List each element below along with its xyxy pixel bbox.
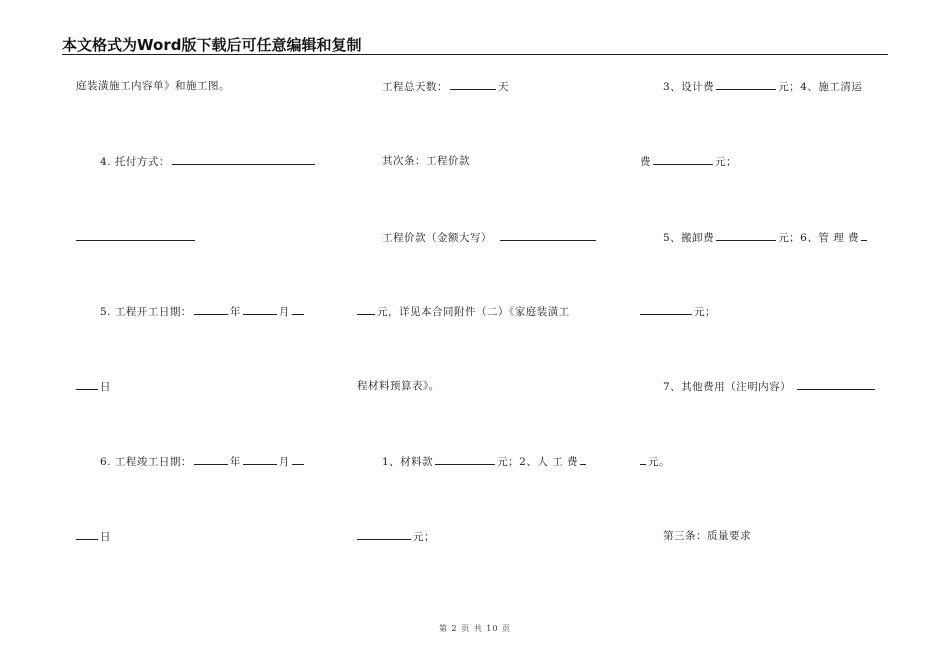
design-fee-line [663, 79, 862, 94]
page-number-footer: 第 2 页 共 10 页 [439, 624, 511, 633]
labor-fee-amount-line [357, 529, 435, 544]
other-fees-label: 7、其他费用（注明内容） [663, 381, 792, 393]
start-day-blank-2 [76, 379, 98, 390]
contract-price-blank [500, 230, 596, 241]
start-day-blank [292, 304, 304, 315]
total-days-blank [450, 79, 496, 90]
material-fee-blank [435, 454, 495, 465]
article-three-heading: 第三条：质量要求 [663, 530, 751, 542]
moving-fee-label: 5、搬卸费 [663, 232, 715, 244]
payment-method-line [100, 154, 317, 169]
end-date-label: 6. 工程竣工日期： [100, 456, 192, 468]
start-month-label: 月 [278, 306, 290, 318]
end-year-label: 年 [229, 456, 241, 468]
contract-price-detail: 元，详见本合同附件（二）《家庭装潢工 [377, 306, 570, 318]
total-days-line [382, 79, 509, 94]
col1-line3 [76, 230, 197, 245]
price-amount-blank [357, 304, 375, 315]
other-fees-blank-2 [640, 454, 646, 465]
start-day-label: 日 [100, 381, 111, 393]
contract-price-line [382, 230, 598, 245]
blank-line [76, 230, 195, 241]
other-fees-blank [797, 379, 875, 390]
other-fees-amount-line [640, 454, 670, 469]
labor-fee-label: 元；2、人 工 费 [497, 456, 579, 468]
end-day-label: 日 [100, 531, 111, 543]
end-day-line [76, 529, 111, 544]
cleanup-fee-blank [653, 154, 713, 165]
material-labor-line [382, 454, 588, 469]
end-month-blank [243, 454, 277, 465]
end-day-blank-2 [76, 529, 98, 540]
total-days-unit: 天 [498, 81, 509, 93]
start-year-blank [194, 304, 228, 315]
col1-line1: 庭装潢施工内容单》和施工图。 [76, 80, 230, 92]
cleanup-fee-unit: 元； [715, 156, 737, 168]
labor-fee-blank [580, 454, 586, 465]
management-fee-unit: 元； [694, 306, 716, 318]
moving-fee-blank [716, 230, 776, 241]
start-year-label: 年 [229, 306, 241, 318]
other-fees-line [663, 379, 877, 394]
total-days-label: 工程总天数： [382, 81, 448, 93]
start-month-blank [243, 304, 277, 315]
start-date-line [100, 304, 306, 319]
end-day-blank [292, 454, 304, 465]
end-date-line [100, 454, 306, 469]
management-fee-blank [861, 230, 867, 241]
cleanup-fee-line [640, 154, 737, 169]
end-month-label: 月 [278, 456, 290, 468]
start-date-label: 5. 工程开工日期： [100, 306, 192, 318]
contract-price-label: 工程价款（金额大写） [382, 232, 492, 244]
management-fee-label: 元；6、管 理 费 [778, 232, 860, 244]
material-budget-line: 程材料预算表》。 [357, 380, 440, 392]
payment-method-blank [172, 154, 315, 165]
document-header-title: 本文格式为Word版下载后可任意编辑和复制 [62, 36, 362, 54]
start-day-line [76, 379, 111, 394]
other-fees-unit: 元。 [648, 456, 670, 468]
material-fee-label: 1、材料款 [382, 456, 434, 468]
moving-fee-line [663, 230, 869, 245]
design-fee-label: 3、设计费 [663, 81, 715, 93]
end-year-blank [194, 454, 228, 465]
header-divider [62, 54, 888, 55]
management-fee-amount-line [640, 304, 716, 319]
labor-fee-unit: 元； [413, 531, 435, 543]
contract-price-detail-line [357, 304, 570, 319]
payment-method-label: 4. 托付方式： [100, 156, 170, 168]
labor-fee-blank-2 [357, 529, 411, 540]
cleanup-fee-prefix: 费 [640, 156, 651, 168]
management-fee-blank-2 [640, 304, 692, 315]
design-fee-blank [716, 79, 776, 90]
article-two-heading: 其次条：工程价款 [382, 155, 470, 167]
cleanup-fee-label: 元；4、施工清运 [778, 81, 863, 93]
